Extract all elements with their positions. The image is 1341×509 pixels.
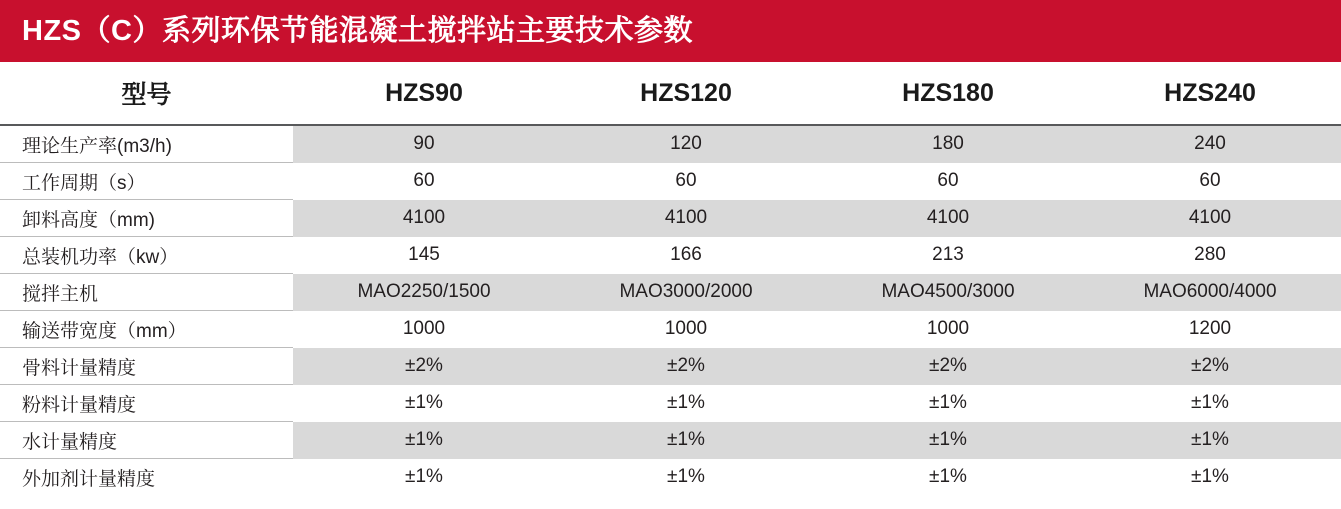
title-bar	[0, 0, 1341, 62]
cell-value: ±1%	[817, 422, 1079, 459]
cell-value: 1000	[817, 311, 1079, 348]
row-label: 粉料计量精度	[0, 385, 293, 422]
cell-value: ±1%	[1079, 385, 1341, 422]
cell-value: 4100	[555, 200, 817, 237]
specification-table	[0, 62, 1341, 495]
table-row	[0, 311, 1341, 348]
cell-value: ±1%	[555, 459, 817, 496]
cell-value: ±2%	[555, 348, 817, 385]
cell-value: ±1%	[555, 422, 817, 459]
cell-value: ±1%	[293, 385, 555, 422]
cell-value: 60	[1079, 163, 1341, 200]
cell-value: 240	[1079, 125, 1341, 163]
cell-value: ±1%	[817, 459, 1079, 496]
column-header-hzs180: HZS180	[817, 62, 1079, 125]
cell-value: 1200	[1079, 311, 1341, 348]
cell-value: ±1%	[293, 422, 555, 459]
column-header-hzs120: HZS120	[555, 62, 817, 125]
cell-value: ±1%	[293, 459, 555, 496]
cell-value: ±2%	[1079, 348, 1341, 385]
page-title: HZS（C）系列环保节能混凝土搅拌站主要技术参数	[22, 14, 693, 47]
row-label: 卸料高度（mm)	[0, 200, 293, 237]
cell-value: 4100	[817, 200, 1079, 237]
cell-value: ±1%	[1079, 422, 1341, 459]
column-header-model: 型号	[0, 62, 293, 125]
cell-value: 60	[817, 163, 1079, 200]
table-row	[0, 163, 1341, 200]
cell-value: 145	[293, 237, 555, 274]
table-row	[0, 459, 1341, 496]
column-header-hzs240: HZS240	[1079, 62, 1341, 125]
row-label: 工作周期（s）	[0, 163, 293, 200]
cell-value: 4100	[293, 200, 555, 237]
cell-value: ±1%	[1079, 459, 1341, 496]
table-row	[0, 385, 1341, 422]
row-label: 理论生产率(m3/h)	[0, 125, 293, 163]
table-row	[0, 274, 1341, 311]
row-label: 外加剂计量精度	[0, 459, 293, 496]
cell-value: 166	[555, 237, 817, 274]
cell-value: ±1%	[817, 385, 1079, 422]
row-label: 水计量精度	[0, 422, 293, 459]
cell-value: 4100	[1079, 200, 1341, 237]
cell-value: MAO6000/4000	[1079, 274, 1341, 311]
cell-value: 1000	[555, 311, 817, 348]
cell-value: ±2%	[293, 348, 555, 385]
header-row	[0, 62, 1341, 125]
row-label: 输送带宽度（mm）	[0, 311, 293, 348]
cell-value: 60	[293, 163, 555, 200]
table-row	[0, 200, 1341, 237]
cell-value: 213	[817, 237, 1079, 274]
cell-value: 180	[817, 125, 1079, 163]
cell-value: MAO2250/1500	[293, 274, 555, 311]
row-label: 骨料计量精度	[0, 348, 293, 385]
cell-value: 90	[293, 125, 555, 163]
cell-value: ±1%	[555, 385, 817, 422]
table-header	[0, 62, 1341, 125]
cell-value: MAO3000/2000	[555, 274, 817, 311]
cell-value: 60	[555, 163, 817, 200]
column-header-hzs90: HZS90	[293, 62, 555, 125]
table-row	[0, 348, 1341, 385]
row-label: 总装机功率（kw）	[0, 237, 293, 274]
cell-value: 120	[555, 125, 817, 163]
cell-value: ±2%	[817, 348, 1079, 385]
table-row	[0, 237, 1341, 274]
table-row	[0, 422, 1341, 459]
cell-value: 280	[1079, 237, 1341, 274]
cell-value: MAO4500/3000	[817, 274, 1079, 311]
cell-value: 1000	[293, 311, 555, 348]
table-body	[0, 125, 1341, 495]
table-row	[0, 125, 1341, 163]
row-label: 搅拌主机	[0, 274, 293, 311]
